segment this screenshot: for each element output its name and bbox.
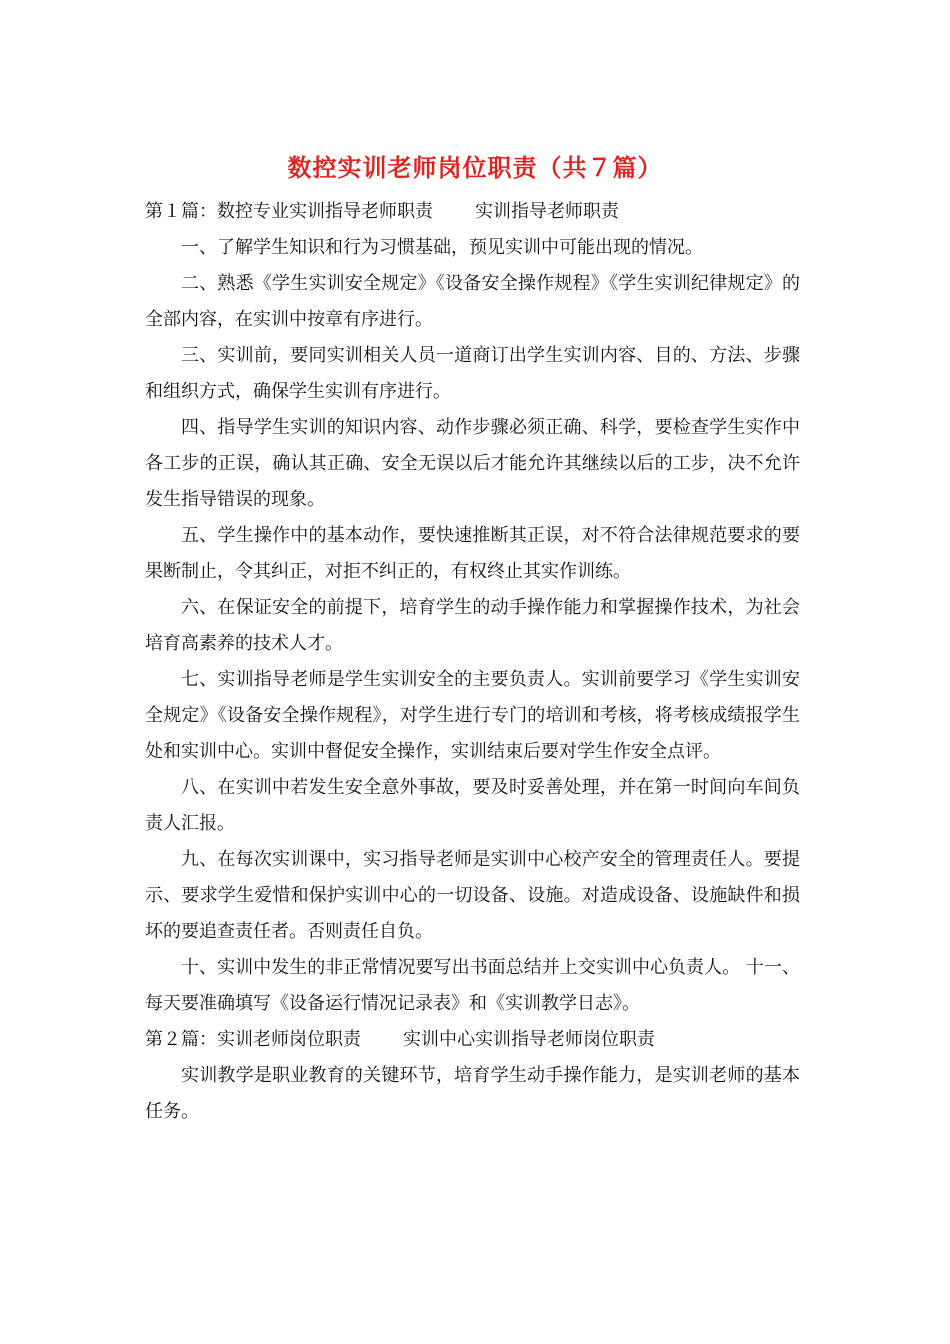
paragraph: 八、在实训中若发生安全意外事故，要及时妥善处理，并在第一时间向车间负责人汇报。 [145,777,800,834]
paragraph: 六、在保证安全的前提下，培育学生的动手操作能力和掌握操作技术，为社会培育高素养的技术人才。 [145,597,800,654]
paragraph: 五、学生操作中的基本动作，要快速推断其正误，对不符合法律规范要求的要果断制止，令其纠正，对拒不纠正的，有权终止其实作训练。 [145,525,800,582]
document-title: 数控实训老师岗位职责（共７篇） [287,153,663,182]
paragraph: 四、指导学生实训的知识内容、动作步骤必须正确、科学，要检查学生实作中各工步的正误，确认其正确、安全无误以后才能允许其继续以后的工步，决不允许发生指导错误的现象。 [145,417,800,510]
document-body [145,194,800,1130]
paragraph: 一、了解学生知识和行为习惯基础，预见实训中可能出现的情况。 [181,237,703,258]
section-heading-title: 第１篇：数控专业实训指导老师职责 [145,201,433,222]
paragraph: 九、在每次实训课中，实习指导老师是实训中心校产安全的管理责任人。要提示、要求学生爱惜和保护实训中心的一切设备、设施。对造成设备、设施缺件和损坏的要追查责任者。否则责任自负。 [145,849,800,942]
paragraph: 实训教学是职业教育的关键环节，培育学生动手操作能力，是实训老师的基本任务。 [145,1065,800,1122]
paragraph: 七、实训指导老师是学生实训安全的主要负责人。实训前要学习《学生实训安全规定》《设备安全操作规程》，对学生进行专门的培训和考核，将考核成绩报学生处和实训中心。实训中督促安全操作，实训结束后要对学生作安全点评。 [145,669,800,762]
paragraph: 十、实训中发生的非正常情况要写出书面总结并上交实训中心负责人。 十一、每天要准确填写《设备运行情况记录表》和《实训教学日志》。 [145,957,800,1014]
paragraph: 三、实训前，要同实训相关人员一道商订出学生实训内容、目的、方法、步骤和组织方式，确保学生实训有序进行。 [145,345,800,402]
paragraph: 二、熟悉《学生实训安全规定》《设备安全操作规程》《学生实训纪律规定》的全部内容，在实训中按章有序进行。 [145,273,800,330]
section-heading [145,1022,800,1058]
section-heading [145,194,800,230]
section-heading-subtitle: 实训中心实训指导老师岗位职责 [403,1029,655,1050]
section-heading-subtitle: 实训指导老师职责 [475,201,619,222]
section-heading-title: 第２篇：实训老师岗位职责 [145,1029,361,1050]
